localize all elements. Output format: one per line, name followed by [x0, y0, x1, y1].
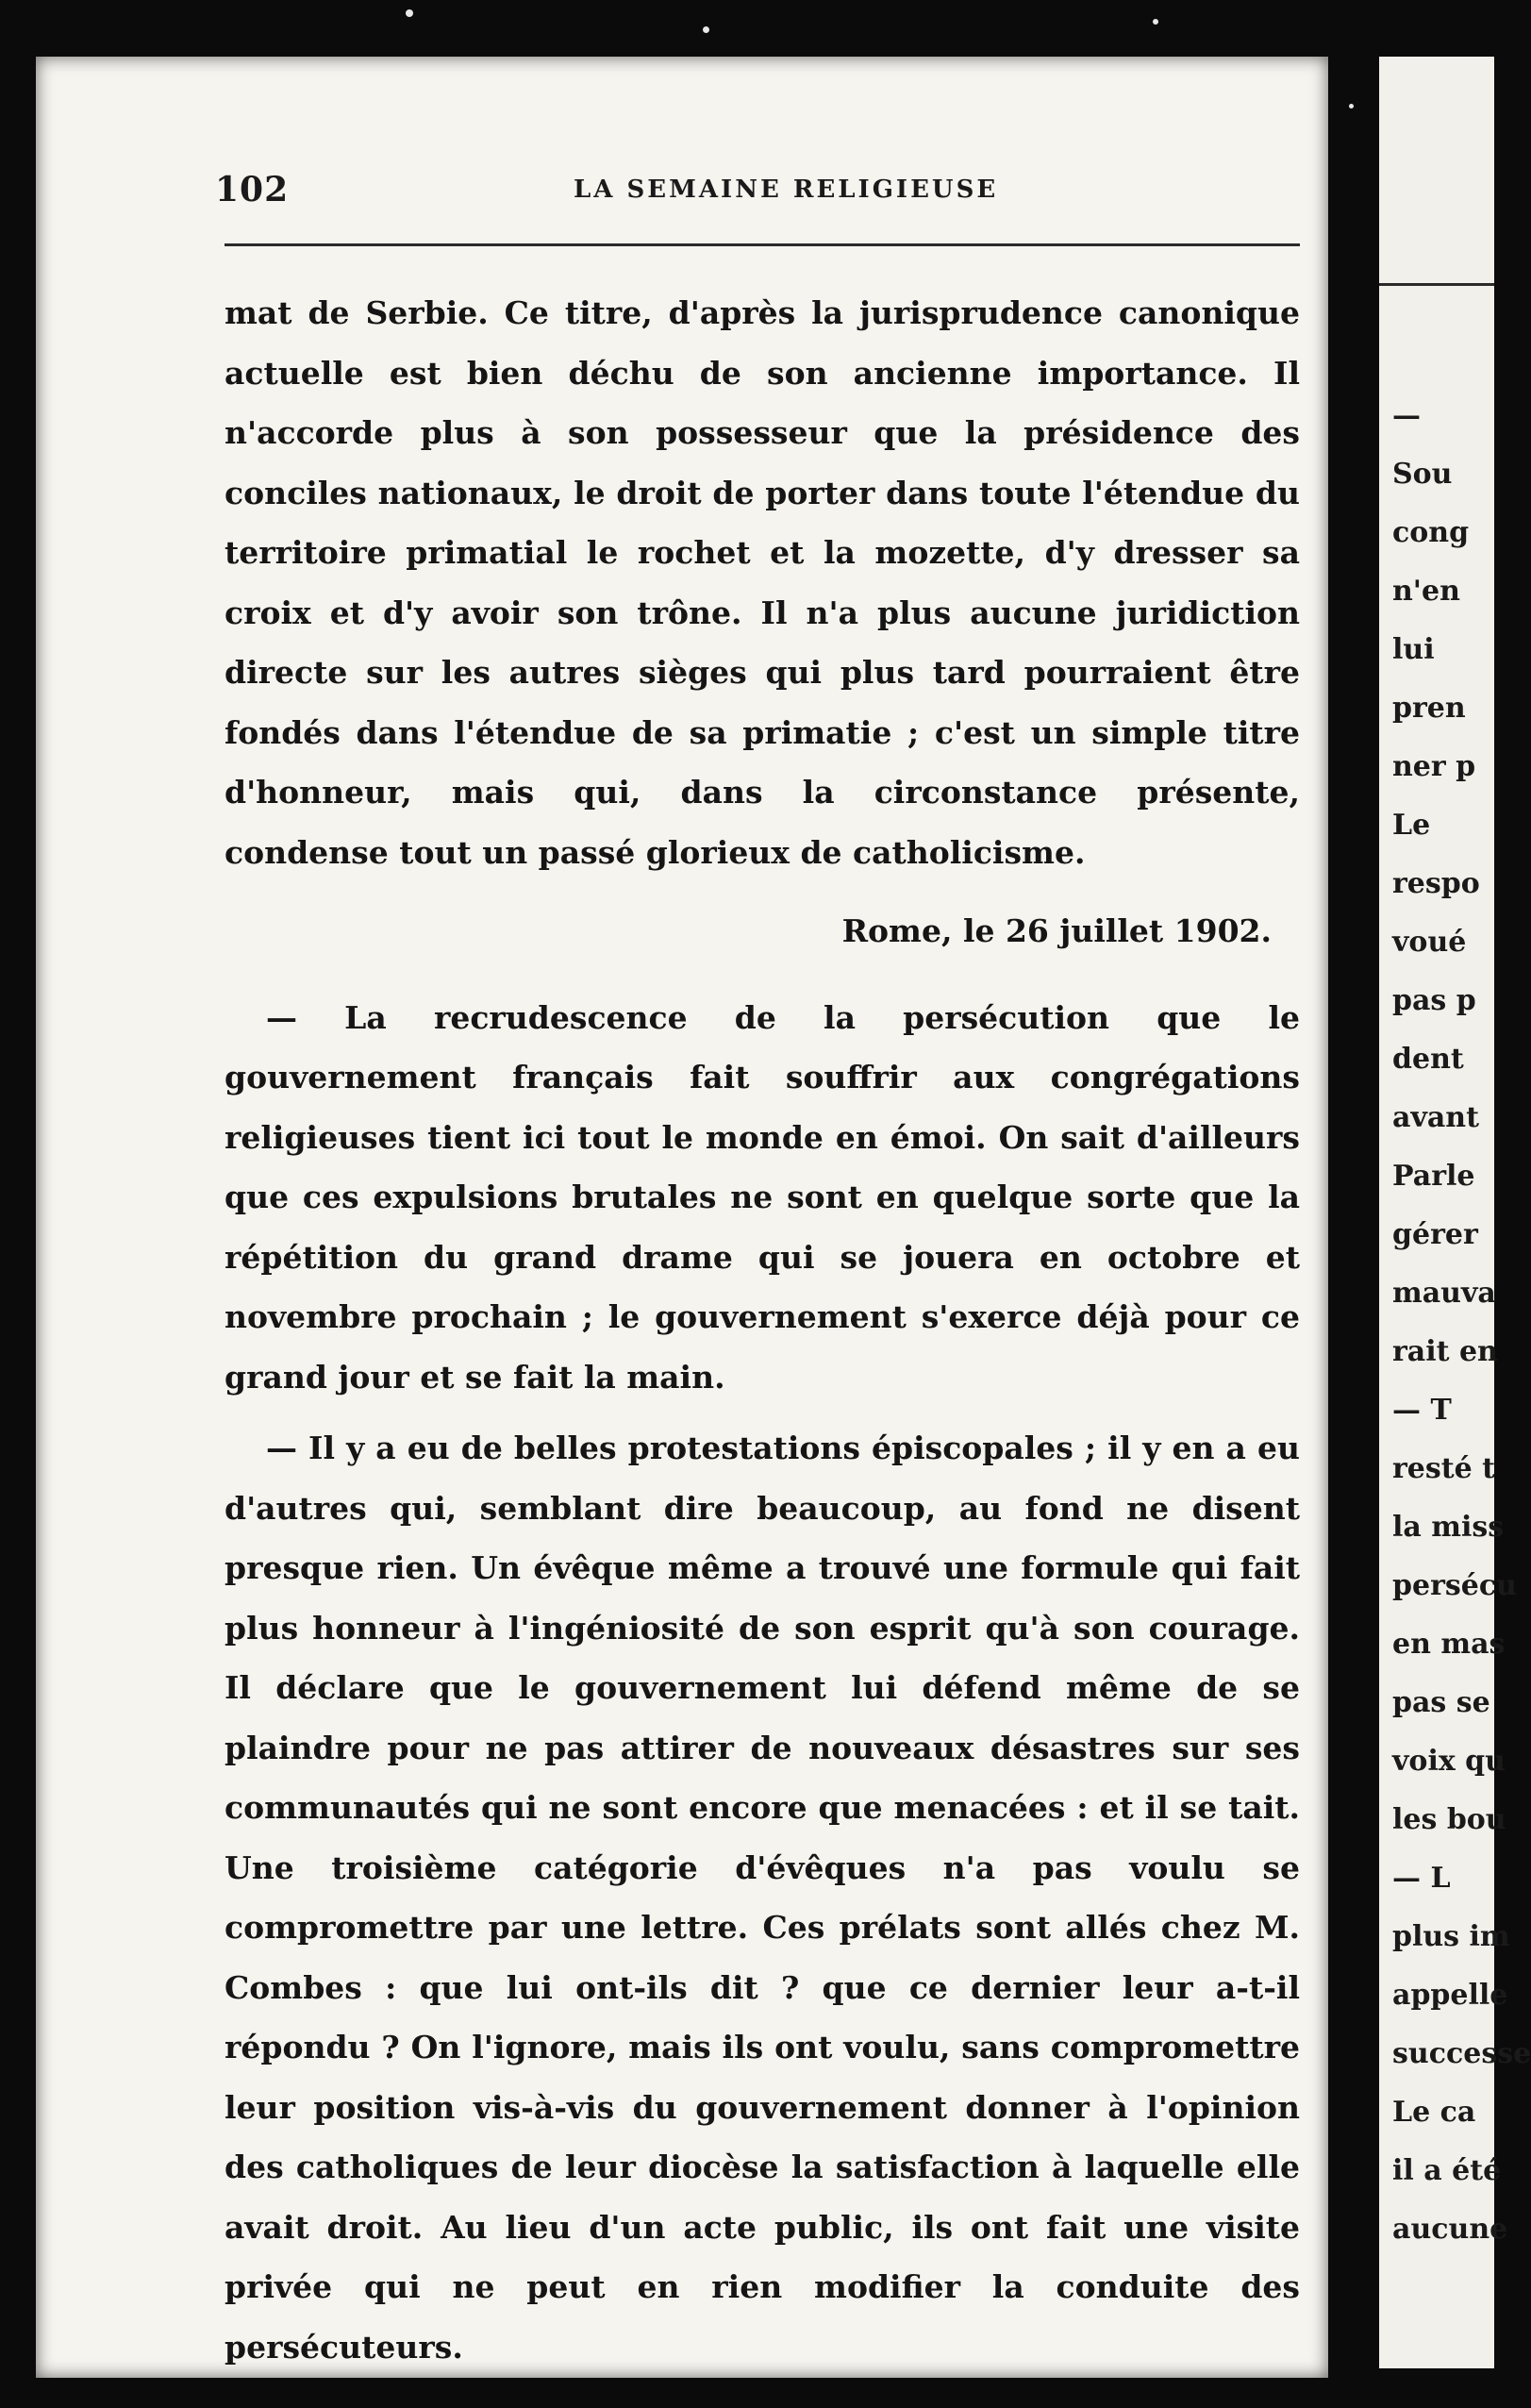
adjacent-line: Parle — [1392, 1160, 1475, 1193]
adjacent-line: Sou — [1392, 458, 1453, 491]
adjacent-line: ner p — [1392, 750, 1476, 783]
adjacent-line: — — [1392, 399, 1421, 432]
scan-speck — [703, 26, 709, 33]
adjacent-line: n'en — [1392, 575, 1460, 608]
adjacent-line: voix qu — [1392, 1745, 1506, 1778]
adjacent-line: avant — [1392, 1101, 1479, 1134]
adjacent-line: aucune — [1392, 2213, 1508, 2246]
paragraph-continued: mat de Serbie. Ce titre, d'après la jurisprudence canonique actuelle est bien déchu de son ancienne importance. Il n'accorde plus à son possesseur que la présidence des conciles nationaux, le droit de porter dans toute l'étendue du territoire primatial le rochet et la mozette, d'y dresser sa croix et d'y avoir son trône. Il n'a plus aucune juridiction directe sur les autres sièges qui plus tard pourraient être fondés dans l'étendue de sa primatie ; c'est un simple titre d'honneur, mais qui, dans la circonstance présente, condense tout un passé glorieux de catholicisme. — [225, 294, 1300, 871]
adjacent-header-rule — [1379, 283, 1494, 286]
header-rule — [225, 243, 1300, 246]
page-header — [177, 160, 1300, 217]
adjacent-line: la miss — [1392, 1511, 1505, 1544]
adjacent-line: en mas — [1392, 1628, 1506, 1661]
page-body — [225, 283, 1300, 2377]
paragraph-persecution: — La recrudescence de la persécution que le gouvernement français fait souffrir aux congrégations religieuses tient ici tout le monde en émoi. On sait d'ailleurs que ces expulsions brutales ne sont en quelque sorte que la répétition du grand drame qui se jouera en octobre et novembre prochain ; le gouvernement s'exerce déjà pour ce grand jour et se fait la main. — [225, 998, 1300, 1396]
adjacent-line: Le ca — [1392, 2096, 1476, 2129]
adjacent-line: pas se — [1392, 1686, 1490, 1719]
adjacent-line: respo — [1392, 867, 1480, 900]
adjacent-line: Le — [1392, 809, 1431, 842]
adjacent-line: resté t — [1392, 1452, 1496, 1485]
adjacent-line: il a été — [1392, 2154, 1502, 2187]
adjacent-line: les bou — [1392, 1803, 1506, 1836]
running-head: LA SEMAINE RELIGIEUSE — [574, 176, 999, 204]
paragraph-protestations: — Il y a eu de belles protestations épiscopales ; il y en a eu d'autres qui, semblant dire beaucoup, au fond ne disent presque rien. Un évêque même a trouvé une formule qui fait plus honneur à l'ingéniosité de son esprit qu'à son courage. Il déclare que le gouvernement lui défend même de se plaindre pour ne pas attirer de nouveaux désastres sur ses communautés qui ne sont encore que menacées : et il se tait. Une troisième catégorie d'évêques n'a pas voulu se compromettre par une lettre. Ces prélats sont allés chez M. Combes : que lui ont-ils dit ? que ce dernier leur a-t-il répondu ? On l'ignore, mais ils ont voulu, sans compromettre leur position vis-à-vis du gouvernement donner à l'opinion des catholiques de leur diocèse la satisfaction à laquelle elle avait droit. Au lieu d'un acte public, ils ont fait une visite privée qui ne peut en rien modifier la conduite des persécuteurs. — [225, 1430, 1300, 2366]
adjacent-line: rait en — [1392, 1335, 1498, 1368]
adjacent-line: pren — [1392, 692, 1466, 725]
adjacent-line: — T — [1392, 1394, 1452, 1427]
adjacent-line: lui — [1392, 633, 1435, 666]
scan-speck — [1349, 104, 1354, 109]
adjacent-line: gérer — [1392, 1218, 1478, 1251]
book-page-right-edge — [1379, 57, 1531, 2368]
adjacent-line: dent — [1392, 1043, 1464, 1076]
adjacent-line: pas p — [1392, 984, 1476, 1017]
adjacent-line: mauva — [1392, 1277, 1496, 1310]
adjacent-page-text — [1392, 387, 1531, 2259]
dateline: Rome, le 26 juillet 1902. — [841, 912, 1272, 949]
page-number: 102 — [215, 170, 290, 209]
adjacent-line: successe — [1392, 2037, 1531, 2070]
adjacent-line: voué — [1392, 926, 1467, 959]
adjacent-line: persécu — [1392, 1569, 1517, 1602]
adjacent-line: cong — [1392, 516, 1470, 549]
adjacent-line: — L — [1392, 1862, 1451, 1895]
adjacent-line: appelle — [1392, 1979, 1508, 2012]
adjacent-line: plus im — [1392, 1920, 1510, 1953]
scan-speck — [1153, 19, 1158, 25]
scan-speck — [406, 9, 413, 17]
